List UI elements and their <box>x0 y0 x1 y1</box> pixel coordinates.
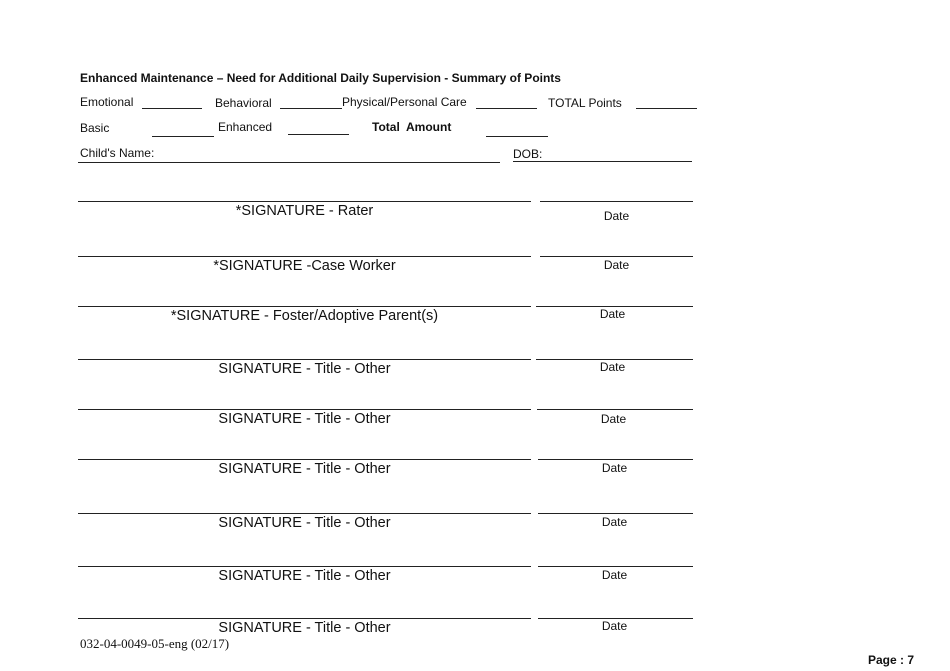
signature-line[interactable] <box>78 256 531 257</box>
signature-label: *SIGNATURE - Foster/Adoptive Parent(s) <box>170 308 439 324</box>
signature-line[interactable] <box>78 201 531 202</box>
signature-label: SIGNATURE - Title - Other <box>218 568 391 584</box>
enhanced-label: Enhanced <box>218 120 273 134</box>
basic-field[interactable] <box>152 136 214 137</box>
signature-line[interactable] <box>78 409 531 410</box>
date-label: Date <box>599 307 626 321</box>
behavioral-field[interactable] <box>280 108 342 109</box>
signature-label: SIGNATURE - Title - Other <box>218 361 391 377</box>
signature-label: *SIGNATURE - Rater <box>235 203 374 219</box>
total-amount-field[interactable] <box>486 136 548 137</box>
date-label: Date <box>600 412 627 426</box>
signature-label: SIGNATURE - Title - Other <box>218 411 391 427</box>
signature-label: SIGNATURE - Title - Other <box>218 515 391 531</box>
signature-label: SIGNATURE - Title - Other <box>218 461 391 477</box>
total-points-field[interactable] <box>636 108 697 109</box>
date-label: Date <box>601 568 628 582</box>
signature-line[interactable] <box>78 306 531 307</box>
dob-field[interactable] <box>513 161 692 162</box>
child-name-field[interactable] <box>78 162 500 163</box>
signature-line[interactable] <box>78 513 531 514</box>
emotional-label: Emotional <box>80 95 134 109</box>
signature-line[interactable] <box>78 618 531 619</box>
form-title: Enhanced Maintenance – Need for Additional Daily Supervision - Summary of Points <box>80 71 561 85</box>
signature-line[interactable] <box>78 359 531 360</box>
behavioral-label: Behavioral <box>215 96 272 110</box>
date-line[interactable] <box>537 409 693 410</box>
date-line[interactable] <box>538 513 693 514</box>
date-line[interactable] <box>540 201 693 202</box>
total-amount-label: Total Amount <box>372 120 452 134</box>
date-label: Date <box>603 258 630 272</box>
date-line[interactable] <box>540 256 693 257</box>
signature-line[interactable] <box>78 566 531 567</box>
date-label: Date <box>601 619 628 633</box>
physical-care-field[interactable] <box>476 108 537 109</box>
form-number: 032-04-0049-05-eng (02/17) <box>80 636 230 651</box>
dob-label: DOB: <box>513 147 543 161</box>
emotional-field[interactable] <box>142 108 202 109</box>
date-line[interactable] <box>538 566 693 567</box>
child-name-label: Child's Name: <box>80 146 155 160</box>
signature-label: *SIGNATURE -Case Worker <box>213 258 396 274</box>
date-label: Date <box>599 360 626 374</box>
date-label: Date <box>601 515 628 529</box>
basic-label: Basic <box>80 121 110 135</box>
date-label: Date <box>603 209 630 223</box>
date-label: Date <box>601 461 628 475</box>
total-points-label: TOTAL Points <box>548 96 622 110</box>
signature-label: SIGNATURE - Title - Other <box>218 620 391 636</box>
page-number: Page : 7 <box>868 653 915 667</box>
physical-care-label: Physical/Personal Care <box>342 95 467 109</box>
signature-line[interactable] <box>78 459 531 460</box>
enhanced-field[interactable] <box>288 134 349 135</box>
date-line[interactable] <box>538 459 693 460</box>
